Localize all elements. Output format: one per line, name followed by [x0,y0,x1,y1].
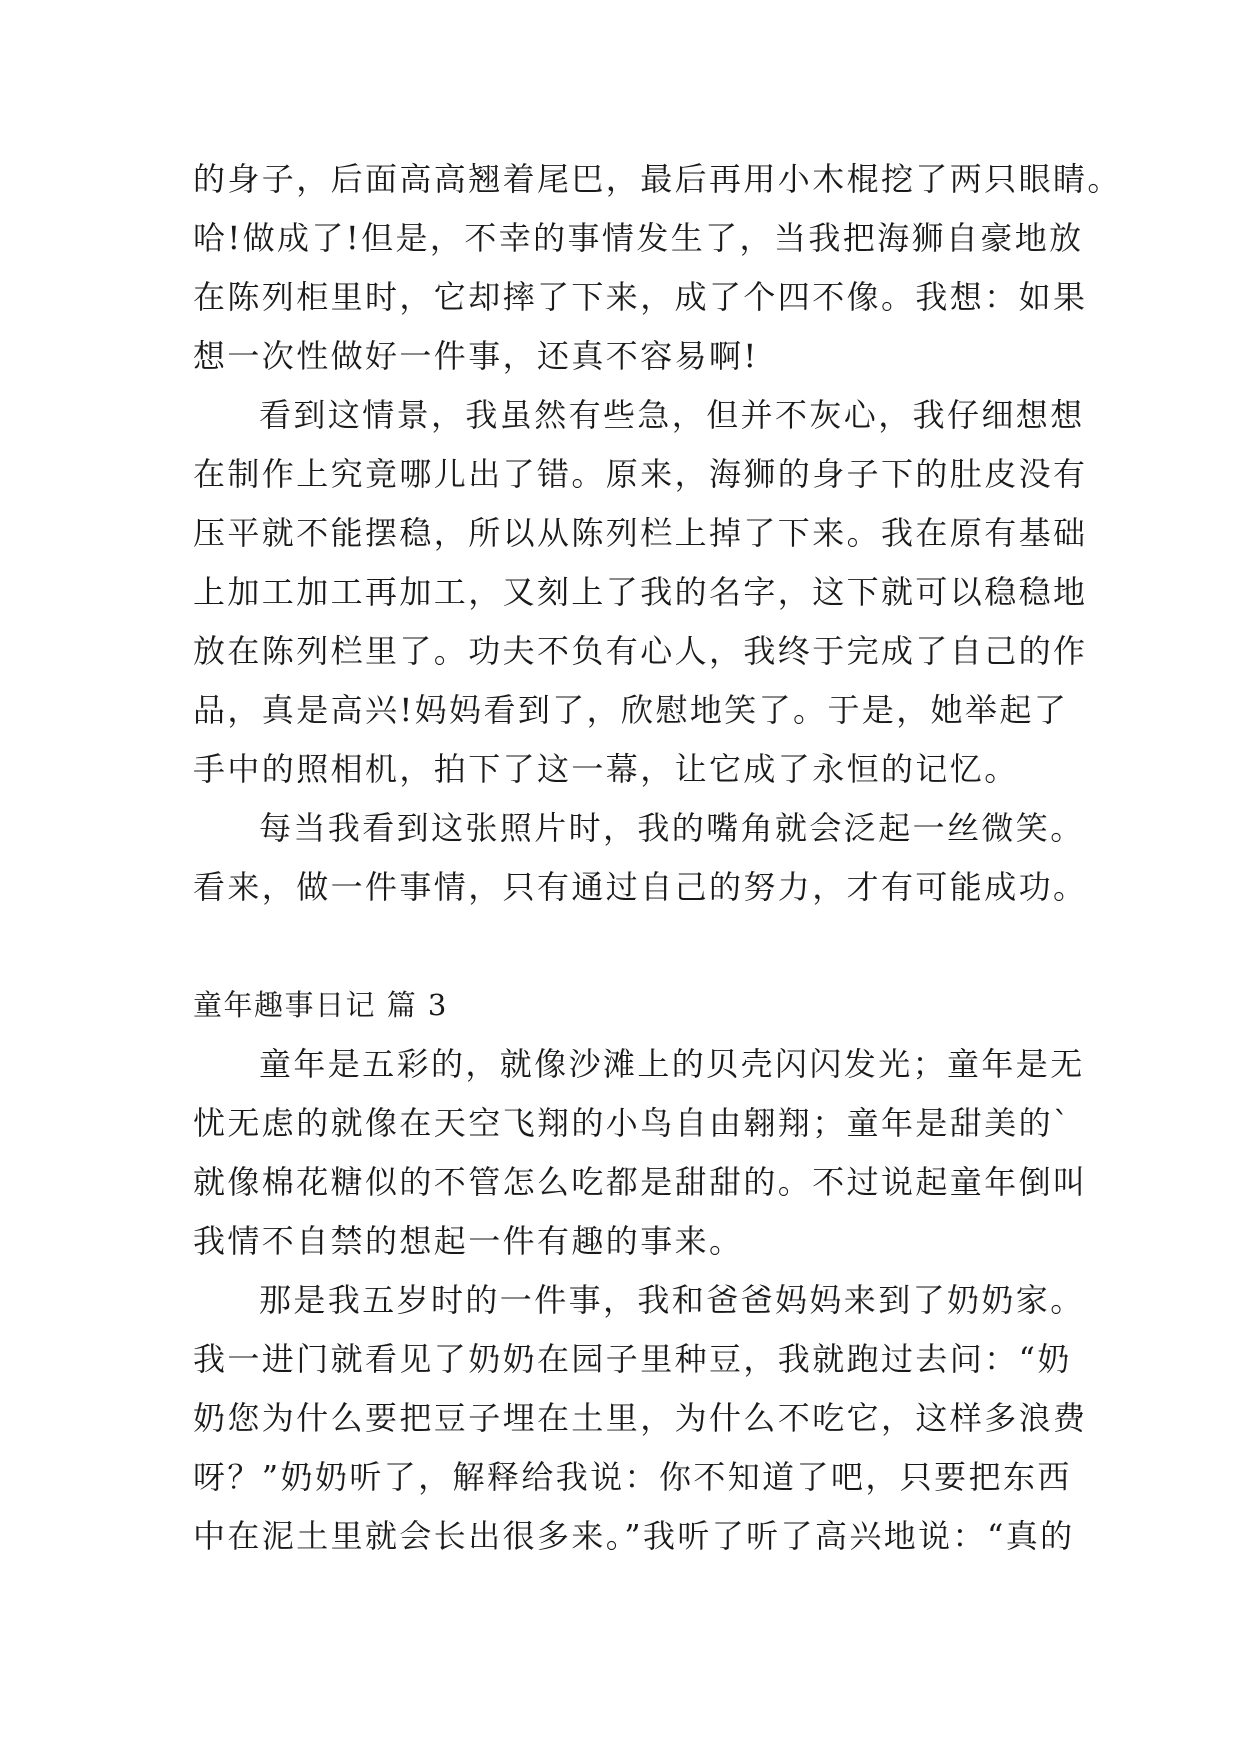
text-line: 中在泥土里就会长出很多来。”我听了听了高兴地说：“真的 [193,1517,1075,1555]
text-line: 品，真是高兴!妈妈看到了，欣慰地笑了。于是，她举起了 [193,691,1069,729]
text-line: 忧无虑的就像在天空飞翔的小鸟自由翱翔；童年是甜美的` [193,1104,1072,1142]
text-line: 想一次性做好一件事，还真不容易啊! [193,337,759,375]
text-line: 童年是五彩的，就像沙滩上的贝壳闪闪发光；童年是无 [259,1045,1085,1083]
text-line: 就像棉花糖似的不管怎么吃都是甜甜的。不过说起童年倒叫 [193,1163,1088,1201]
paragraph [193,1035,1088,1271]
paragraph [193,386,1088,799]
section-spacer [193,917,1073,976]
text-line: 看来，做一件事情，只有通过自己的努力，才有可能成功。 [193,868,1088,906]
text-line: 每当我看到这张照片时，我的嘴角就会泛起一丝微笑。 [259,809,1085,847]
continuation-paragraph [193,150,1122,386]
text-line: 的身子，后面高高翘着尾巴，最后再用小木棍挖了两只眼睛。 [193,160,1122,198]
text-line: 在陈列柜里时，它却摔了下来，成了个四不像。我想：如果 [193,278,1088,316]
text-line: 奶您为什么要把豆子埋在土里，为什么不吃它，这样多浪费 [193,1399,1088,1437]
text-line: 上加工加工再加工，又刻上了我的名字，这下就可以稳稳地 [193,573,1088,611]
text-line: 看到这情景，我虽然有些急，但并不灰心，我仔细想想 [259,396,1085,434]
text-line: 压平就不能摆稳，所以从陈列栏上掉了下来。我在原有基础 [193,514,1088,552]
paragraph [193,799,1088,917]
text-line: 呀？”奶奶听了，解释给我说：你不知道了吧，只要把东西 [193,1458,1072,1496]
text-line: 放在陈列栏里了。功夫不负有心人，我终于完成了自己的作 [193,632,1088,670]
text-line: 手中的照相机，拍下了这一幕，让它成了永恒的记忆。 [193,750,1019,788]
paragraph [193,1271,1088,1566]
text-line: 哈!做成了!但是，不幸的事情发生了，当我把海狮自豪地放 [193,219,1084,257]
text-line: 我一进门就看见了奶奶在园子里种豆，我就跑过去问：“奶 [193,1340,1072,1378]
text-line: 那是我五岁时的一件事，我和爸爸妈妈来到了奶奶家。 [259,1281,1085,1319]
section-heading: 童年趣事日记 篇 3 [193,988,448,1022]
text-line: 在制作上究竟哪儿出了错。原来，海狮的身子下的肚皮没有 [193,455,1088,493]
document-body [193,150,1122,1566]
text-line: 我情不自禁的想起一件有趣的事来。 [193,1222,744,1260]
